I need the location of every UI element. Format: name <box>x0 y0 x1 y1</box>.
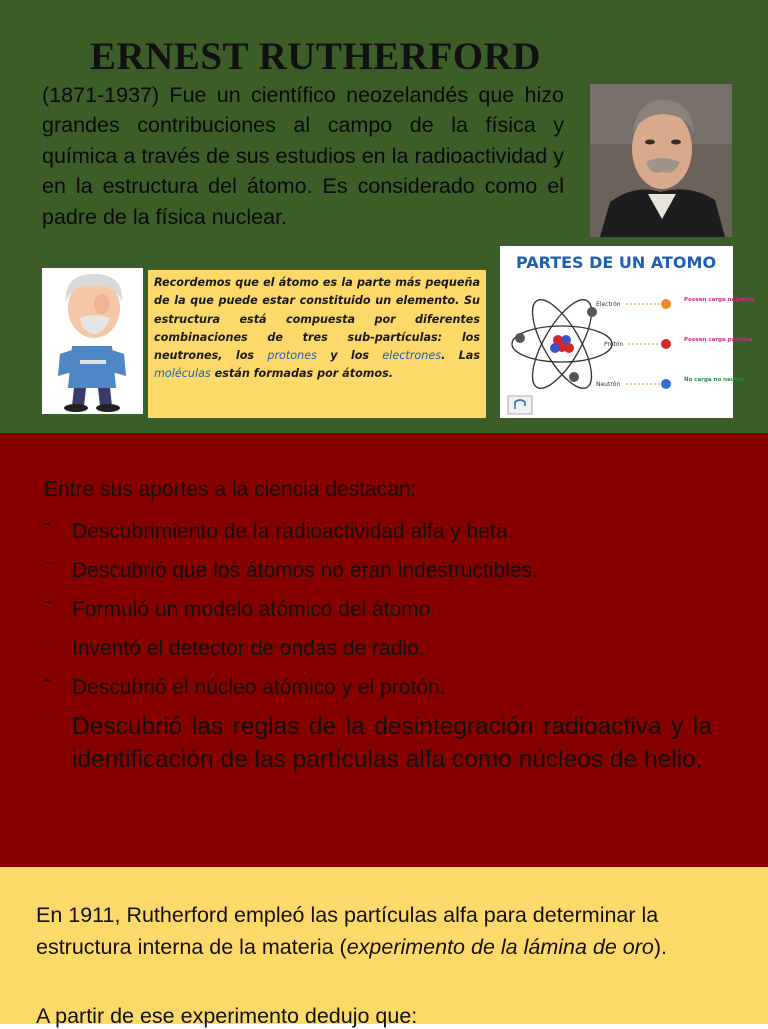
atom-reminder-callout <box>148 270 486 418</box>
experiment-text-end: ). <box>653 935 667 959</box>
desc-electron: Poseen carga negativa <box>684 297 755 303</box>
callout-text-part: y los <box>316 349 383 363</box>
intro-paragraph: (1871-1937) Fue un científico neozelandés que hizo grandes contribuciones al campo de la física y química a través de sus estudios en la radioactividad y en la estructura del átomo. Es considerado como el padre de la física nuclear. <box>42 83 564 229</box>
callout-text <box>154 274 480 384</box>
link-electrones[interactable]: electrones <box>382 349 442 363</box>
list-item-text: Descubrió el núcleo atómico y el protón. <box>72 676 446 699</box>
page-title: ERNEST RUTHERFORD <box>90 35 541 78</box>
bullet-dash: - <box>44 629 51 652</box>
label-neutron: Neutrón <box>596 381 621 388</box>
experiment-name: experimento de la lámina de oro <box>346 935 654 959</box>
contributions-heading: Entre sus aportes a la ciencia destacan: <box>44 478 417 501</box>
label-electron: Electrón <box>596 301 621 308</box>
list-item <box>44 707 712 776</box>
conclusion-intro: A partir de ese experimento dedujo que: <box>36 1004 418 1028</box>
callout-text-part: . Las <box>441 349 480 363</box>
list-item <box>44 668 712 704</box>
desc-proton: Poseen carga positiva <box>684 337 753 343</box>
list-item <box>44 512 712 548</box>
list-item-text: Inventó el detector de ondas de radio. <box>72 637 425 660</box>
link-moleculas[interactable]: moléculas <box>154 367 211 381</box>
bullet-dash: - <box>44 551 51 574</box>
list-item <box>44 551 712 587</box>
list-item-text: Descubrimiento de la radioactividad alfa y beta. <box>72 520 514 543</box>
contributions-list <box>44 512 712 782</box>
bullet-dash: - <box>44 512 51 535</box>
callout-text-part: están formadas por átomos. <box>210 367 394 381</box>
list-item-text: Formuló un modelo atómico del átomo. <box>72 598 437 621</box>
list-item <box>44 590 712 626</box>
list-item <box>44 629 712 665</box>
atom-diagram-title: PARTES DE UN ATOMO <box>515 253 717 272</box>
list-item-text: Descubrió las reglas de la desintegración radioactiva y la identificación de las partículas alfa como núcleos de helio. <box>72 713 712 773</box>
callout-text-part: Recordemos que el átomo es la parte más pequeña de la que puede estar constituido un elemento. Su estructura está compuesta por diferentes combinaciones de tres sub-partículas: los neutrones, los <box>154 276 480 363</box>
rutherford-caricature <box>42 268 143 414</box>
label-proton: Protón <box>604 341 624 348</box>
list-item-text: Descubrió que los átomos no eran indestructibles. <box>72 559 538 582</box>
experiment-paragraph <box>36 899 726 963</box>
experiment-text: En 1911, Rutherford empleó las partículas alfa para determinar la estructura interna de la materia ( <box>36 903 659 959</box>
atom-parts-diagram <box>500 246 755 418</box>
bullet-dash: - <box>44 590 51 613</box>
top-section <box>0 0 768 433</box>
link-protones[interactable]: protones <box>267 349 317 363</box>
desc-neutron: No carga no neutra <box>684 377 744 383</box>
bullet-dash: - <box>44 707 51 730</box>
rutherford-portrait-photo <box>590 84 732 237</box>
bullet-dash: - <box>44 668 51 691</box>
